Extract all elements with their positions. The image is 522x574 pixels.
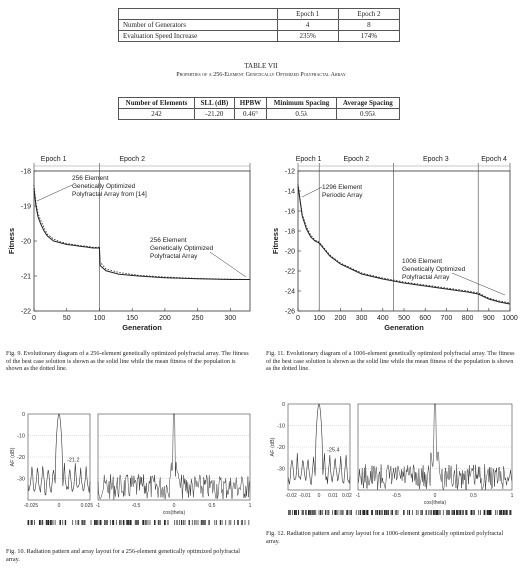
generators-table	[118, 8, 400, 42]
y-tick-label: -19	[20, 203, 31, 211]
y-tick-label: -16	[284, 208, 295, 216]
table-cell: Evaluation Speed Increase	[119, 31, 278, 42]
y-tick-label: -18	[20, 168, 31, 176]
table-cell: 235%	[277, 31, 338, 42]
fig11-chart	[262, 145, 522, 345]
y-tick-label: 0	[281, 402, 285, 408]
x-tick-label: 0.02	[342, 493, 352, 499]
y-tick-label: -30	[17, 476, 25, 483]
x-tick-label: 150	[126, 315, 139, 322]
y-tick-label: -20	[284, 248, 295, 256]
y-axis-label: Fitness	[271, 227, 280, 255]
x-tick-label: 400	[376, 315, 389, 322]
fig11-caption: Fig. 11. Evolutionary diagram of a 1006-element genetically optimized polyfractal array. The fitness of the best case solution is shown as the solid line while the mean fitness of the population is shown as the dotted line.	[266, 350, 515, 373]
y-axis-label: AF (dB)	[270, 437, 276, 457]
y-axis-label: Fitness	[7, 227, 16, 255]
fig12-radiation-pattern	[264, 400, 516, 520]
epoch-label: Epoch 2	[119, 156, 146, 163]
x-axis-label: Generation	[122, 323, 162, 332]
x-tick-label: 800	[461, 315, 474, 322]
annotation-text: 1006 Element	[402, 258, 443, 265]
annotation-text: Polyfractal Array	[150, 253, 198, 260]
x-tick-label: 0	[433, 493, 437, 499]
table-header: Average Spacing	[336, 98, 399, 109]
table-cell: -21.20	[195, 109, 235, 120]
properties-table	[118, 97, 400, 120]
x-tick-label: 100	[313, 315, 326, 322]
annotation-arrow	[37, 185, 72, 201]
x-axis-label: cos(theta)	[162, 510, 186, 516]
x-tick-label: 600	[419, 315, 432, 322]
y-tick-label: -10	[17, 433, 25, 440]
y-tick-label: -12	[284, 168, 295, 176]
x-axis-label: cos(theta)	[423, 500, 447, 506]
y-tick-label: -21	[20, 273, 31, 281]
epoch-label: Epoch 3	[422, 156, 449, 163]
x-tick-label: -0.025	[24, 503, 39, 509]
x-tick-label: 0	[317, 493, 321, 499]
x-tick-label: -1	[355, 493, 361, 499]
y-tick-label: -24	[284, 288, 295, 296]
y-tick-label: -10	[277, 423, 285, 430]
table-header: Number of Elements	[119, 98, 195, 109]
fig9-caption: Fig. 9. Evolutionary diagram of a 256-element genetically optimized polyfractal array. The fitness of the best case solution is shown as the solid line while the mean fitness of the population is shown as the dotted line.	[6, 350, 249, 373]
y-tick-label: -20	[20, 238, 31, 246]
y-tick-label: -18	[284, 228, 295, 236]
table-label: TABLE VII	[244, 62, 278, 70]
x-tick-label: 0	[296, 315, 300, 322]
x-tick-label: 300	[224, 315, 237, 322]
table-cell: 242	[119, 109, 195, 120]
y-tick-label: -22	[20, 308, 31, 316]
y-axis-label: AF (dB)	[10, 447, 16, 467]
y-tick-label: -22	[284, 268, 295, 276]
x-tick-label: -0.01	[299, 493, 311, 499]
x-tick-label: 100	[93, 315, 106, 322]
fig10-caption: Fig. 10. Radiation pattern and array layout for a 256-element genetically optimized polyfractal array.	[6, 548, 241, 563]
x-tick-label: 0.5	[470, 493, 477, 499]
x-tick-label: 0.01	[328, 493, 338, 499]
table-cell: 174%	[338, 31, 399, 42]
y-tick-label: -20	[17, 455, 25, 461]
sll-annotation: -21.2	[67, 457, 80, 464]
x-tick-label: 700	[440, 315, 453, 322]
annotation-text: Polyfractal Array from [14]	[72, 191, 147, 198]
table-header: SLL (dB)	[195, 98, 235, 109]
table-cell: 0.46°	[234, 109, 267, 120]
zoom-pattern-curve	[288, 404, 350, 484]
epoch-label: Epoch 1	[295, 156, 322, 163]
annotation-text: Periodic Array	[322, 192, 363, 199]
x-tick-label: 0	[57, 503, 61, 509]
annotation-text: 256 Element	[72, 175, 109, 182]
fig9-chart	[0, 145, 258, 345]
epoch-label: Epoch 2	[343, 156, 370, 163]
annotation-text: Genetically Optimized	[150, 245, 214, 252]
annotation-text: 1296 Element	[322, 184, 363, 191]
x-tick-label: 1000	[502, 315, 518, 322]
x-tick-label: 1	[248, 503, 252, 509]
table-header: Epoch 1	[277, 9, 338, 20]
x-tick-label: 1	[510, 493, 514, 499]
y-tick-label: -30	[277, 466, 285, 473]
y-tick-label: -14	[284, 188, 295, 196]
table-cell: 0.5λ	[267, 109, 336, 120]
x-tick-label: 0	[32, 315, 36, 322]
x-tick-label: 250	[191, 315, 204, 322]
epoch-label: Epoch 4	[481, 156, 507, 163]
x-tick-label: -1	[95, 503, 101, 509]
table-header	[119, 9, 278, 20]
annotation-text: Genetically Optimized	[72, 183, 136, 190]
x-tick-label: 300	[355, 315, 368, 322]
y-tick-label: -20	[277, 445, 285, 451]
zoom-pattern-curve	[28, 414, 90, 495]
x-tick-label: 0	[172, 503, 176, 509]
best-fitness-line	[34, 189, 250, 280]
y-tick-label: -26	[284, 308, 295, 316]
x-tick-label: -0.5	[131, 503, 141, 509]
table-header: Minimum Spacing	[267, 98, 336, 109]
table-cell: 0.95λ	[336, 109, 399, 120]
annotation-text: 256 Element	[150, 237, 187, 244]
x-tick-label: 200	[159, 315, 171, 322]
x-axis-label: Generation	[384, 323, 424, 332]
table-header: Epoch 2	[338, 9, 399, 20]
x-tick-label: 200	[334, 315, 347, 322]
table-cell: 8	[338, 20, 399, 31]
epoch-label: Epoch 1	[40, 156, 67, 163]
x-tick-label: 0.5	[208, 503, 216, 509]
x-tick-label: 500	[398, 315, 410, 322]
x-tick-label: 50	[62, 315, 71, 322]
annotation-text: Genetically Optimized	[402, 266, 466, 273]
table-header: HPBW	[234, 98, 267, 109]
x-tick-label: -0.02	[285, 493, 297, 499]
x-tick-label: 900	[482, 315, 495, 322]
fig10-radiation-pattern	[4, 410, 254, 530]
annotation-text: Polyfractal Array	[402, 274, 450, 281]
fig12-caption: Fig. 12. Radiation pattern and array layout for a 1006-element genetically optimized polyfractal array.	[266, 530, 504, 545]
table-cell: 4	[277, 20, 338, 31]
table-title: Properties of a 256-Element Genetically Optimized Polyfractal Array	[176, 72, 346, 78]
sll-annotation: -25.4	[327, 447, 340, 454]
y-tick-label: 0	[21, 412, 25, 418]
mean-fitness-line	[34, 185, 250, 280]
table-cell: Number of Generators	[119, 20, 278, 31]
x-tick-label: -0.5	[392, 493, 401, 499]
x-tick-label: 0.025	[80, 503, 94, 509]
annotation-arrow	[210, 252, 246, 277]
